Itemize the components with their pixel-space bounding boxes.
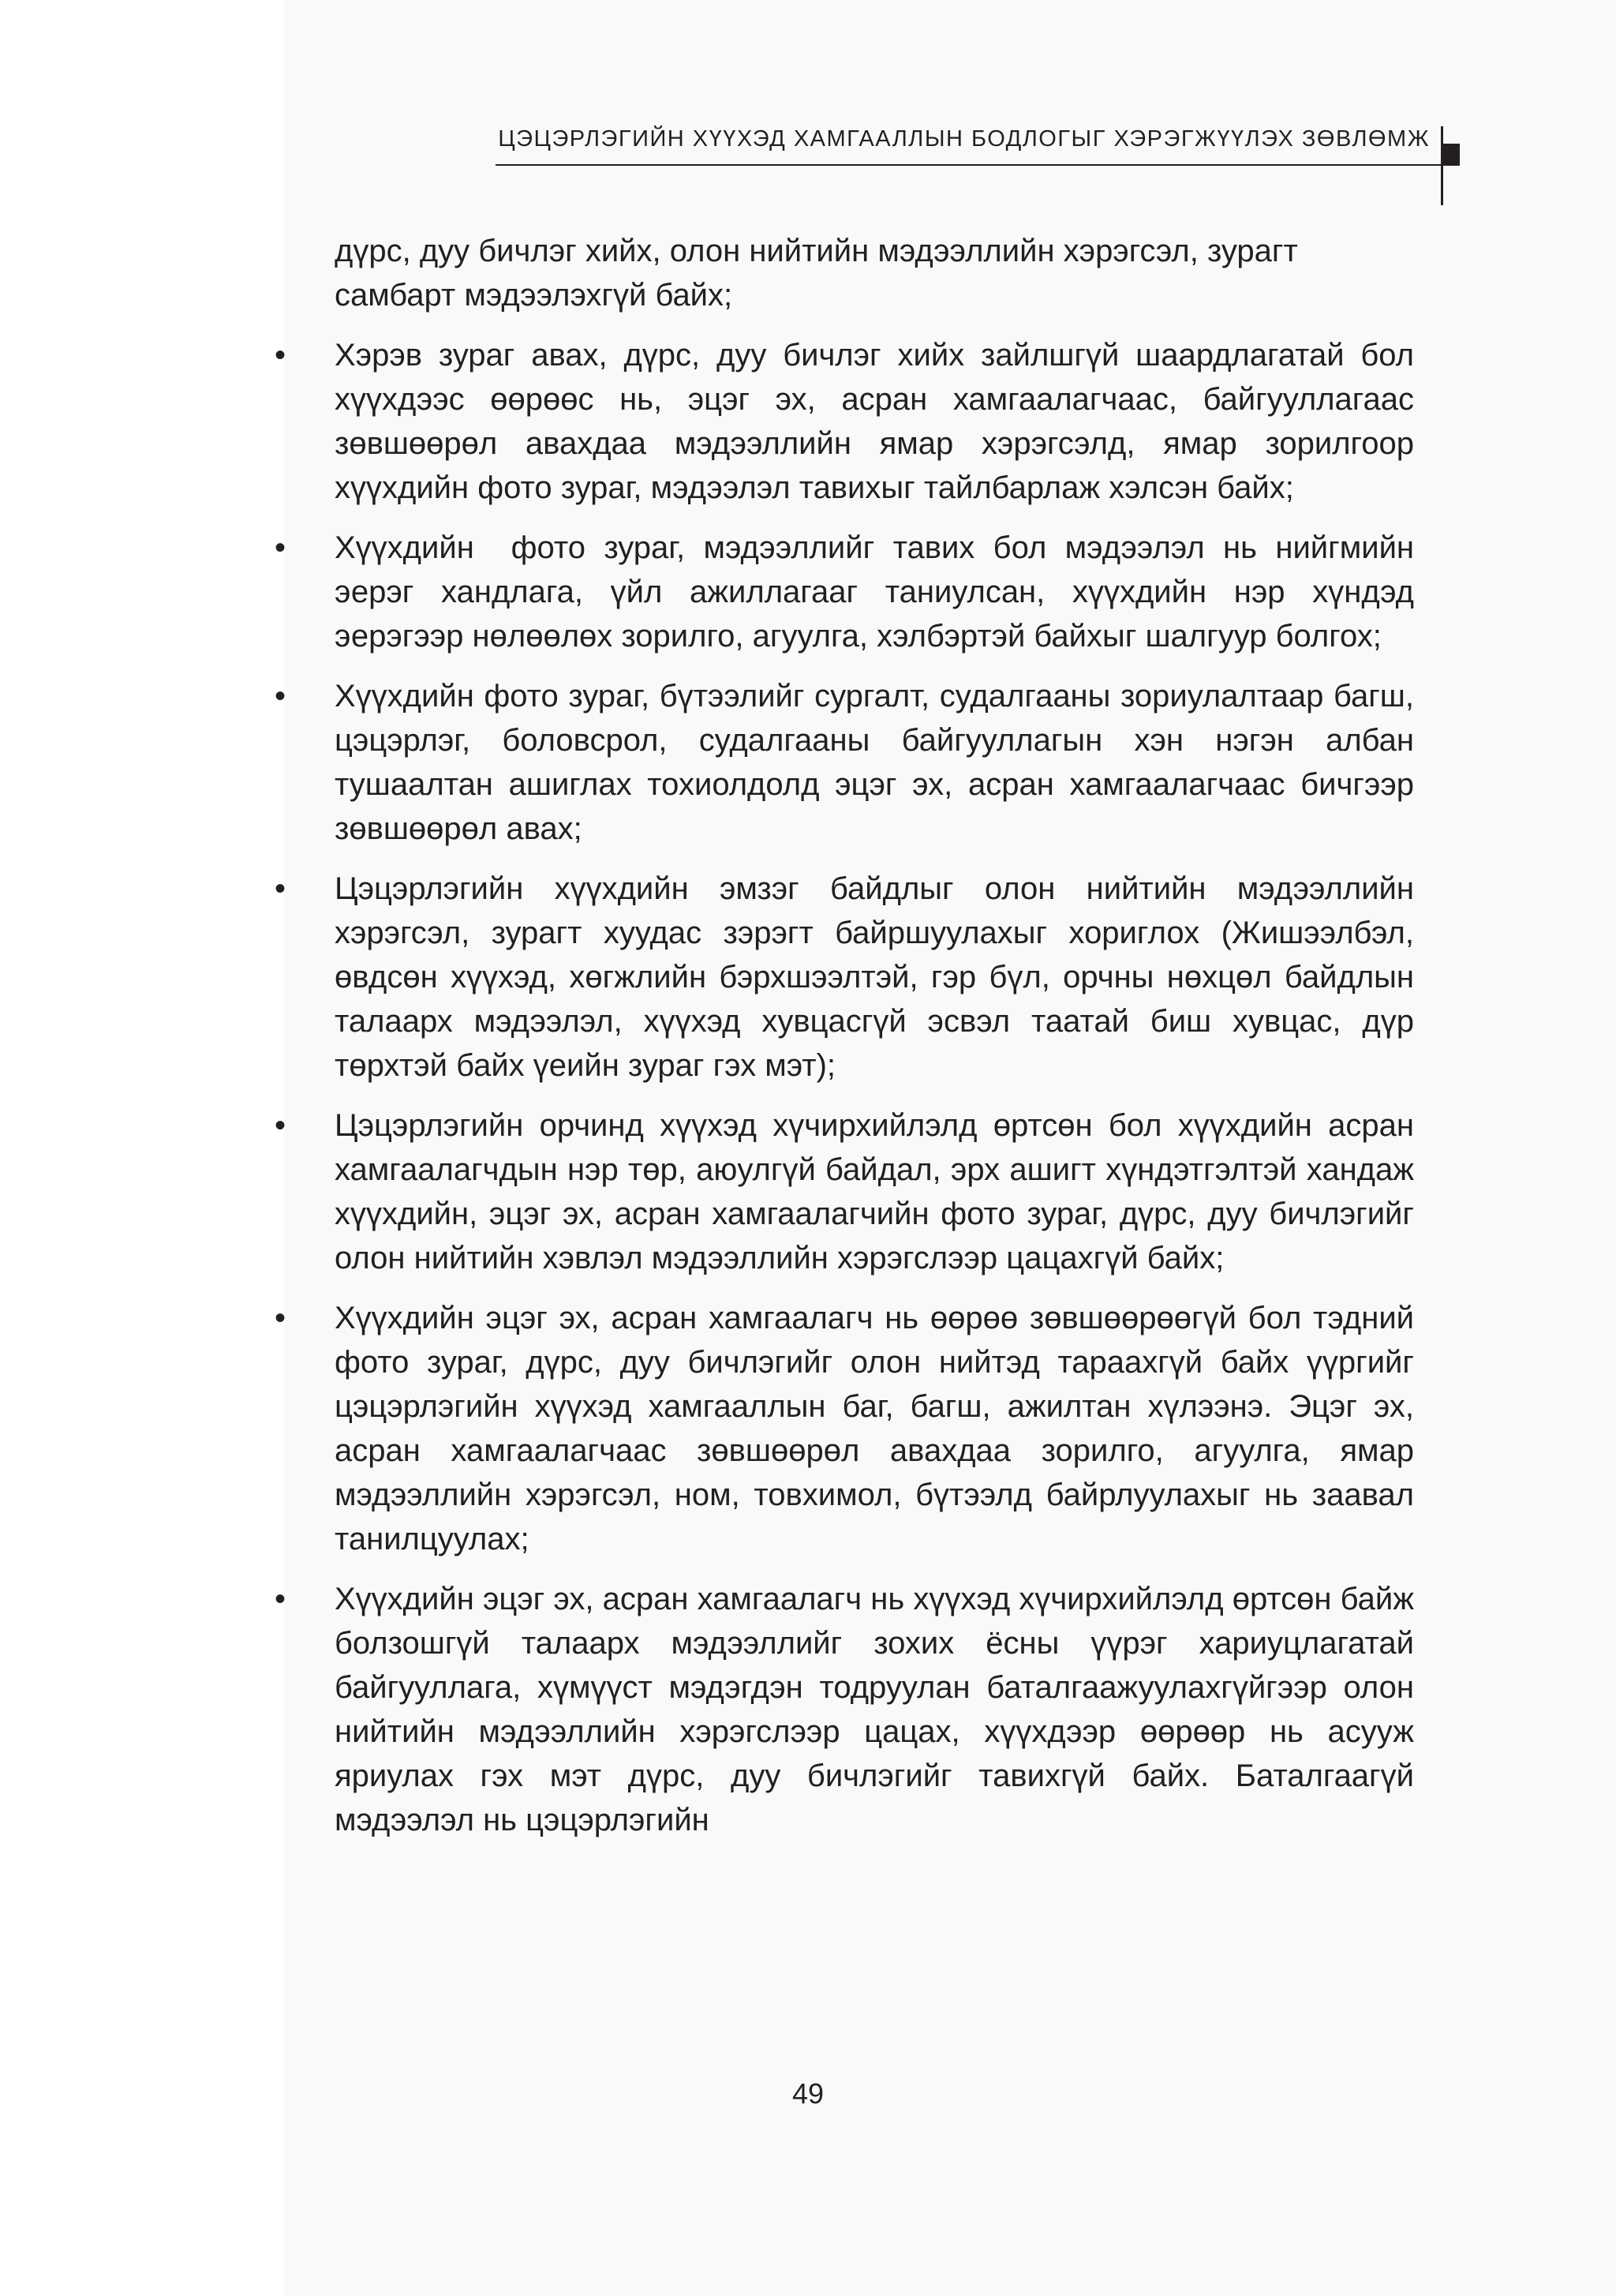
page-number: 49: [791, 2077, 825, 2110]
list-item: [275, 1296, 1414, 1561]
list-item-text: Хэрэв зураг авах, дүрс, дуу бичлэг хийх зайлшгүй шаардлагатай бол хүүхдээс өөрөөс нь, эцэг эх, асран хамгаалагчаас, байгууллагаас зөвшөөрөл авахдаа мэдээллийн ямар хэрэгсэлд, ямар зорилгоор хүүхдийн фото зураг, мэдээлэл тавихыг тайлбарлаж хэлсэн байх;: [335, 338, 1414, 505]
list-item-text: Цэцэрлэгийн хүүхдийн эмзэг байдлыг олон нийтийн мэдээллийн хэрэгсэл, зурагт хуудас зэрэгт байршуулахыг хориглох (Жишээлбэл, өвдсөн хүүхэд, хөгжлийн бэрхшээлтэй, гэр бүл, орчны нөхцөл байдлын талаарх мэдээлэл, хүүхэд хувцасгүй эсвэл таатай биш хувцас, дүр төрхтэй байх үеийн зураг гэх мэт);: [335, 871, 1414, 1083]
header-rule: [496, 164, 1446, 166]
list-item-text: Цэцэрлэгийн орчинд хүүхэд хүчирхийлэлд өртсөн бол хүүхдийн асран хамгаалагчдын нэр төр, аюулгүй байдал, эрх ашигт хүндэтгэлтэй хандаж хүүхдийн, эцэг эх, асран хамгаалагчийн фото зураг, дүрс, дуу бичлэгийг олон нийтийн хэвлэл мэдээллийн хэрэгслээр цацахгүй байх;: [335, 1108, 1414, 1275]
bullet-icon: •: [275, 1108, 286, 1143]
bullet-icon: •: [275, 679, 286, 714]
list-item: [275, 1103, 1414, 1280]
list-item-text: Хүүхдийн эцэг эх, асран хамгаалагч нь өөрөө зөвшөөрөөгүй бол тэдний фото зураг, дүрс, дуу бичлэгийг олон нийтэд тараахгүй байх үүргийг цэцэрлэгийн хүүхэд хамгааллын баг, багш, ажилтан хүлээнэ. Эцэг эх, асран хамгаалагчаас зөвшөөрөл авахдаа зорилго, агуулга, ямар мэдээллийн хэрэгсэл, ном, товхимол, бүтээлд байрлуулахыг нь заавал танилцуулах;: [335, 1301, 1414, 1556]
list-item: [275, 674, 1414, 851]
lead-paragraph: дүрс, дуу бичлэг хийх, олон нийтийн мэдээллийн хэрэгсэл, зурагт самбарт мэдээлэхгүй байх;: [335, 234, 1298, 313]
list-item-text: Хүүхдийн эцэг эх, асран хамгаалагч нь хүүхэд хүчирхийлэлд өртсөн байж болзошгүй талаарх мэдээллийг зохих ёсны үүрэг хариуцлагатай байгууллага, хүмүүст мэдэгдэн тодруулан баталгаажуулахгүйгээр олон нийтийн мэдээллийн хэрэгслээр цацах, хүүхдээр өөрөөр нь асууж яриулах гэх мэт дүрс, дуу бичлэгийг тавихгүй байх. Баталгаагүй мэдээлэл нь цэцэрлэгийн: [335, 1582, 1414, 1837]
list-item: [275, 867, 1414, 1088]
list-item-text: Хүүхдийн фото зураг, мэдээллийг тавих бол мэдээлэл нь нийгмийн эерэг хандлага, үйл ажиллагааг таниулсан, хүүхдийн нэр хүндэд эерэгээр нөлөөлөх зорилго, агуулга, хэлбэртэй байхыг шалгуур болгох;: [335, 530, 1423, 654]
list-item-text: Хүүхдийн фото зураг, бүтээлийг сургалт, судалгааны зориулалтаар багш, цэцэрлэг, боловсрол, судалгааны байгууллагын хэн нэгэн албан тушаалтан ашиглах тохиолдолд эцэг эх, асран хамгаалагчаас бичгээр зөвшөөрөл авах;: [335, 679, 1414, 846]
body-text: [275, 229, 1423, 1858]
list-item: [275, 1577, 1414, 1842]
bullet-icon: •: [275, 530, 286, 565]
bullet-icon: •: [275, 1301, 286, 1335]
list-item: [275, 333, 1414, 510]
header-corner-mark: [1441, 144, 1460, 166]
bullet-icon: •: [275, 871, 286, 906]
bullet-icon: •: [275, 1582, 286, 1616]
running-header-title: ЦЭЦЭРЛЭГИЙН ХҮҮХЭД ХАМГААЛЛЫН БОДЛОГЫГ ХЭРЭГЖҮҮЛЭХ ЗӨВЛӨМЖ: [498, 126, 1430, 152]
list-item: [275, 526, 1423, 658]
header-corner-line: [1441, 126, 1443, 205]
bullet-icon: •: [275, 338, 286, 373]
